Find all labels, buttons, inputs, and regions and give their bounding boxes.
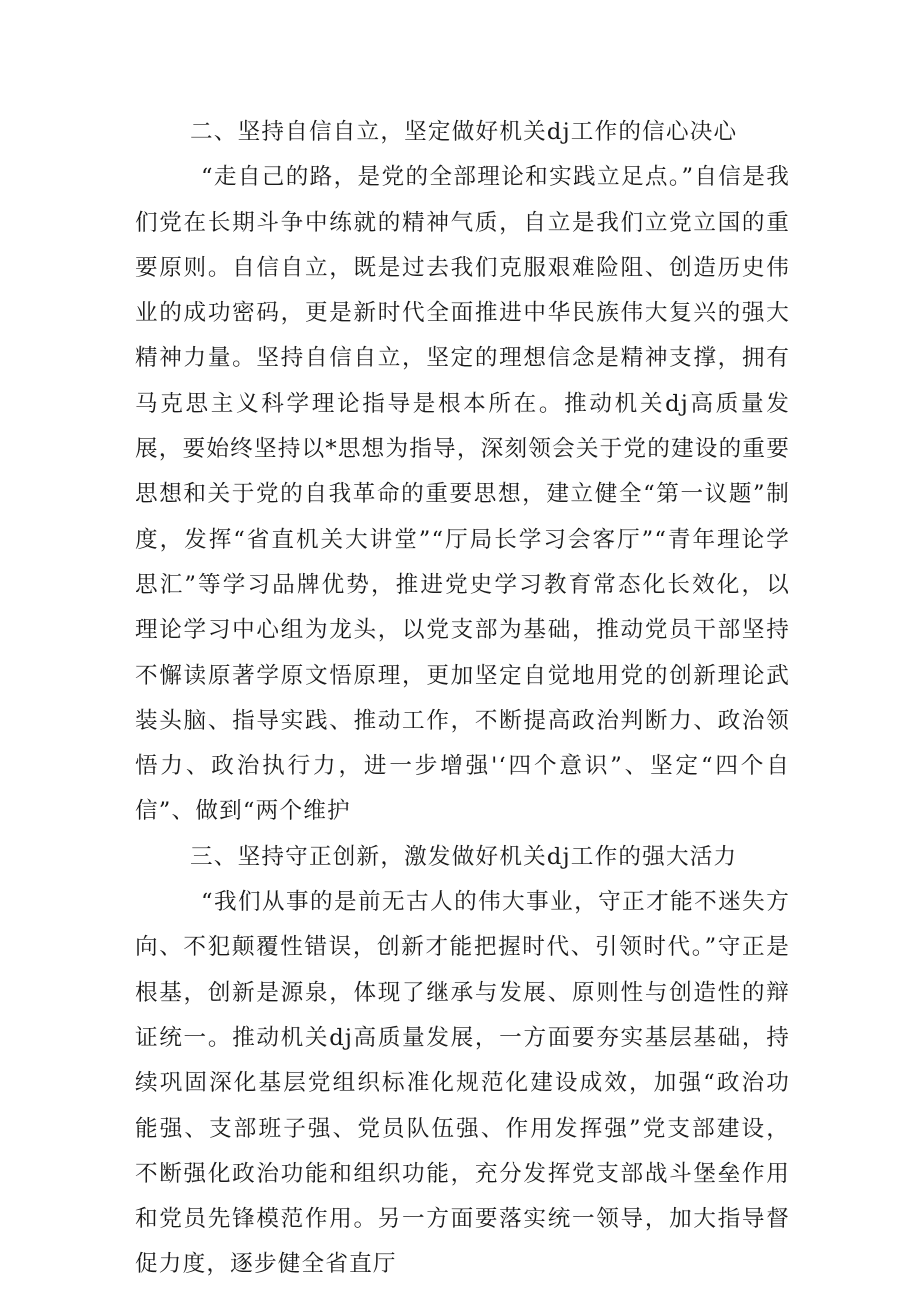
document-body <box>135 110 790 1288</box>
section-2-heading: 二、坚持自信自立，坚定做好机关dj工作的信心决心 <box>190 119 738 145</box>
section-2-paragraph: “走自己的路，是党的全部理论和实践立足点。”自信是我们党在长期斗争中练就的精神气质，自立是我们立党立国的重要原则。自信自立，既是过去我们克服艰难险阻、创造历史伟业的成功密码，更是新时代全面推进中华民族伟大复兴的强大精神力量。坚持自信自立，坚定的理想信念是精神支撑，拥有马克思主义科学理论指导是根本所在。推动机关dj高质量发展，要始终坚持以*思想为指导，深刻领会关于党的建设的重要思想和关于党的自我革命的重要思想，建立健全“第一议题”制度，发挥“省直机关大讲堂”“厅局长学习会客厅”“青年理论学思汇”等学习品牌优势，推进党史学习教育常态化长效化，以理论学习中心组为龙头，以党支部为基础，推动党员干部坚持不懈读原著学原文悟原理，更加坚定自觉地用党的创新理论武装头脑、指导实践、推动工作，不断提高政治判断力、政治领悟力、政治执行力，进一步增强'‘四个意识”、坚定“四个自信”、做到“两个维护 <box>135 164 790 825</box>
section-3-paragraph: “我们从事的是前无古人的伟大事业，守正才能不迷失方向、不犯颠覆性错误，创新才能把握时代、引领时代。”守正是根基，创新是源泉，体现了继承与发展、原则性与创造性的辩证统一。推动机关dj高质量发展，一方面要夯实基层基础，持续巩固深化基层党组织标准化规范化建设成效，加强“政治功能强、支部班子强、党员队伍强、作用发挥强”党支部建设，不断强化政治功能和组织功能，充分发挥党支部战斗堡垒作用和党员先锋模范作用。另一方面要落实统一领导，加大指导督促力度，逐步健全省直厅 <box>135 889 790 1278</box>
section-3-heading: 三、坚持守正创新，激发做好机关dj工作的强大活力 <box>190 843 738 870</box>
